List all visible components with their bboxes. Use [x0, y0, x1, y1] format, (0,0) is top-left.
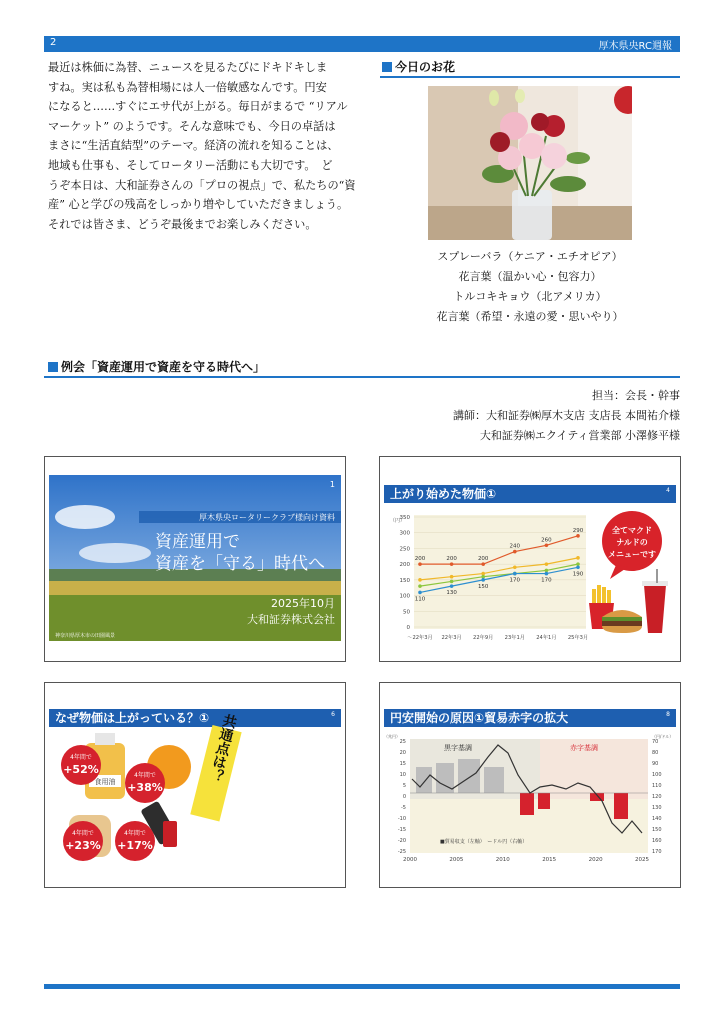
slide-why-prices — [44, 682, 346, 888]
slide-trade-deficit — [379, 682, 681, 888]
footer-bar — [44, 984, 680, 989]
slide-company: 大和証券株式会社 — [247, 613, 335, 626]
flower-caption: トルコキキョウ（北アメリカ） — [453, 290, 607, 303]
meeting-rule — [44, 376, 680, 378]
data-point — [450, 584, 454, 588]
badge-period: 4年間で — [124, 830, 146, 837]
y-left-tick: 5 — [402, 783, 406, 789]
flower-caption: 花言葉（温かい心・包容力） — [458, 270, 602, 283]
credit-line: 大和証券㈱エクイティ営業部 小澤修平様 — [479, 429, 680, 442]
y-tick-label: 300 — [399, 530, 410, 537]
y-left-tick: -25 — [397, 849, 406, 855]
intro-line: マーケット” のようです。そんな意味でも、今日の卓話は — [48, 119, 336, 133]
slide-date: 2025年10月 — [271, 597, 335, 610]
left-unit: （兆円） — [384, 734, 400, 739]
slide-number: 4 — [666, 487, 670, 494]
x-tick-label: 2005 — [449, 857, 464, 863]
flowers-rule — [380, 76, 680, 78]
y-right-tick: 140 — [652, 816, 662, 822]
data-point — [576, 556, 580, 560]
x-tick-label: 2025 — [635, 857, 649, 863]
meeting-section-title: 例会「資産運用で資産を守る時代へ」 — [48, 358, 265, 375]
speaker-credits — [453, 386, 680, 446]
data-point — [450, 562, 454, 566]
slide-title-line2: 資産を「守る」時代へ — [155, 554, 325, 574]
data-point — [418, 578, 422, 582]
data-point — [513, 550, 517, 554]
data-point — [513, 565, 517, 569]
slide-heading: 上がり始めた物価① — [390, 487, 497, 501]
data-point — [576, 534, 580, 538]
bubble-line: メニューです — [608, 550, 656, 559]
section-marker-icon — [48, 362, 58, 372]
y-left-tick: -15 — [397, 827, 406, 833]
y-right-tick: 80 — [652, 750, 659, 756]
data-point — [576, 562, 580, 566]
slide-number: 8 — [666, 711, 670, 718]
slide-prices — [379, 456, 681, 662]
intro-line: すね。実は私も為替相場には人一倍敏感なんです。円安 — [48, 80, 327, 94]
intro-paragraph — [48, 58, 366, 234]
y-tick-label: 350 — [399, 515, 410, 521]
y-tick-label: 100 — [399, 593, 410, 600]
y-right-tick: 150 — [652, 827, 662, 833]
flower-arrangement-image — [428, 86, 632, 240]
y-left-tick: 10 — [399, 772, 406, 778]
y-right-tick: 100 — [652, 772, 662, 778]
bubble-line: 全てマクド — [612, 526, 652, 535]
y-left-tick: -10 — [397, 816, 406, 822]
slide-org: 厚木県央ロータリークラブ様向け資料 — [199, 513, 335, 522]
data-label: 150 — [477, 583, 489, 590]
y-left-tick: -5 — [401, 805, 406, 811]
data-label: 290 — [572, 527, 584, 534]
slide-heading: 円安開始の原因①貿易赤字の拡大 — [390, 711, 569, 725]
header-bar — [44, 36, 680, 52]
deficit-label: 赤字基調 — [570, 744, 598, 752]
y-tick-label: 150 — [399, 577, 410, 584]
slide-number: 6 — [331, 711, 335, 718]
y-right-tick: 160 — [652, 838, 662, 844]
data-label: 240 — [509, 543, 521, 550]
data-point — [576, 565, 580, 569]
slide-heading: なぜ物価は上がっている？① — [55, 711, 210, 725]
y-right-tick: 70 — [652, 739, 659, 745]
flower-captions — [404, 247, 656, 327]
data-point — [481, 572, 485, 576]
intro-line: まさに“生活直結型”のテーマ。経済の流れを知ることは、 — [48, 139, 339, 153]
intro-line: うぞ本日は、大和証券さんの「プロの視点」で、私たちの“資 — [48, 178, 356, 192]
data-point — [450, 575, 454, 579]
intro-line: 地域も仕事も、そしてロータリー活動にも大切です。 ど — [48, 158, 333, 172]
bubble-line: ナルドの — [616, 538, 648, 547]
x-tick-label: 22年3月 — [441, 635, 462, 641]
y-left-tick: 15 — [399, 761, 406, 767]
x-tick-label: 25年3月 — [567, 635, 589, 641]
badge-period: 4年間で — [134, 772, 156, 779]
data-label: 260 — [541, 537, 552, 544]
data-label: 170 — [509, 577, 521, 584]
data-point — [481, 575, 485, 579]
data-label: 170 — [541, 577, 552, 584]
data-label: 200 — [446, 556, 457, 563]
flower-caption: 花言葉（希望・永遠の愛・思いやり） — [436, 310, 624, 323]
y-tick-label: 200 — [399, 562, 410, 569]
slide-number: 1 — [329, 480, 335, 489]
x-tick-label: 2020 — [588, 857, 603, 863]
data-label: 190 — [572, 571, 584, 578]
badge-value: +52% — [63, 763, 99, 776]
intro-line: 産” 心と学びの残高をしっかり増やしていただきましょう。 — [48, 198, 349, 212]
oil-label: 食用油 — [94, 778, 116, 786]
x-tick-label: 2015 — [542, 857, 557, 863]
y-right-tick: 130 — [652, 805, 662, 811]
y-left-tick: 20 — [399, 750, 406, 756]
badge-value: +17% — [117, 839, 153, 852]
page-number: 2 — [50, 37, 57, 48]
plot-area — [414, 515, 586, 629]
data-label: 200 — [414, 556, 426, 563]
data-point — [481, 562, 485, 566]
data-point — [418, 591, 422, 595]
x-tick-label: 22年9月 — [473, 635, 494, 641]
data-label: 200 — [477, 556, 489, 563]
data-label: 110 — [414, 596, 426, 603]
y-unit: （円） — [390, 518, 406, 524]
slide-title — [44, 456, 346, 662]
photo-credit: 神奈川県厚木市の田園風景 — [55, 633, 116, 639]
intro-line: 最近は株価に為替、ニュースを見るたびにドキドキしま — [48, 61, 328, 74]
section-marker-icon — [382, 62, 392, 72]
credit-line: 講師：大和証券㈱厚木支店 支店長 本間祐介様 — [453, 409, 680, 422]
y-tick-label: 50 — [403, 609, 410, 616]
credit-line: 担当：会長・幹事 — [592, 389, 680, 402]
data-point — [450, 580, 454, 584]
chart-legend: ■貿易収支（左軸） ードル円（右軸） — [440, 839, 528, 845]
intro-line: それでは皆さま、どうぞ最後までお楽しみください。 — [48, 217, 317, 231]
y-right-tick: 170 — [652, 849, 662, 855]
y-tick-label: 250 — [399, 546, 410, 553]
intro-line: になると……すぐにエサ代が上がる。毎日がまるで “リアル — [48, 100, 348, 114]
y-left-tick: -20 — [397, 838, 406, 844]
x-tick-label: 2000 — [403, 857, 417, 863]
y-tick-label: 0 — [406, 625, 410, 631]
flower-photo — [428, 86, 632, 240]
y-left-tick: 25 — [399, 739, 406, 745]
y-right-tick: 120 — [652, 794, 662, 800]
data-point — [545, 543, 549, 547]
badge-value: +23% — [65, 839, 101, 852]
data-point — [545, 572, 549, 576]
x-tick-label: 23年1月 — [504, 635, 525, 641]
x-tick-label: 24年1月 — [536, 635, 557, 641]
badge-value: +38% — [127, 781, 163, 794]
y-right-tick: 110 — [652, 783, 662, 789]
data-point — [545, 569, 549, 573]
x-tick-label: 2010 — [495, 857, 510, 863]
y-right-tick: 90 — [652, 761, 659, 767]
data-point — [418, 562, 422, 566]
surplus-label: 黒字基調 — [444, 744, 472, 752]
data-point — [545, 562, 549, 566]
flower-caption: スプレーバラ（ケニア・エチオピア） — [437, 250, 623, 263]
data-label: 130 — [446, 590, 457, 597]
newsletter-name: 厚木県央RC週報 — [598, 41, 672, 52]
svg-text:共通点は？: 共通点は？ — [206, 712, 239, 784]
x-tick-label: ～22年3月 — [407, 635, 433, 641]
right-unit: （円/ドル） — [652, 734, 674, 739]
badge-period: 4年間で — [70, 754, 92, 761]
data-point — [418, 584, 422, 588]
data-point — [513, 572, 517, 576]
data-point — [481, 578, 485, 582]
slide-title-line1: 資産運用で — [155, 532, 240, 552]
y-left-tick: 0 — [402, 794, 406, 800]
flowers-section-title: 今日のお花 — [382, 58, 455, 75]
badge-period: 4年間で — [72, 830, 94, 837]
